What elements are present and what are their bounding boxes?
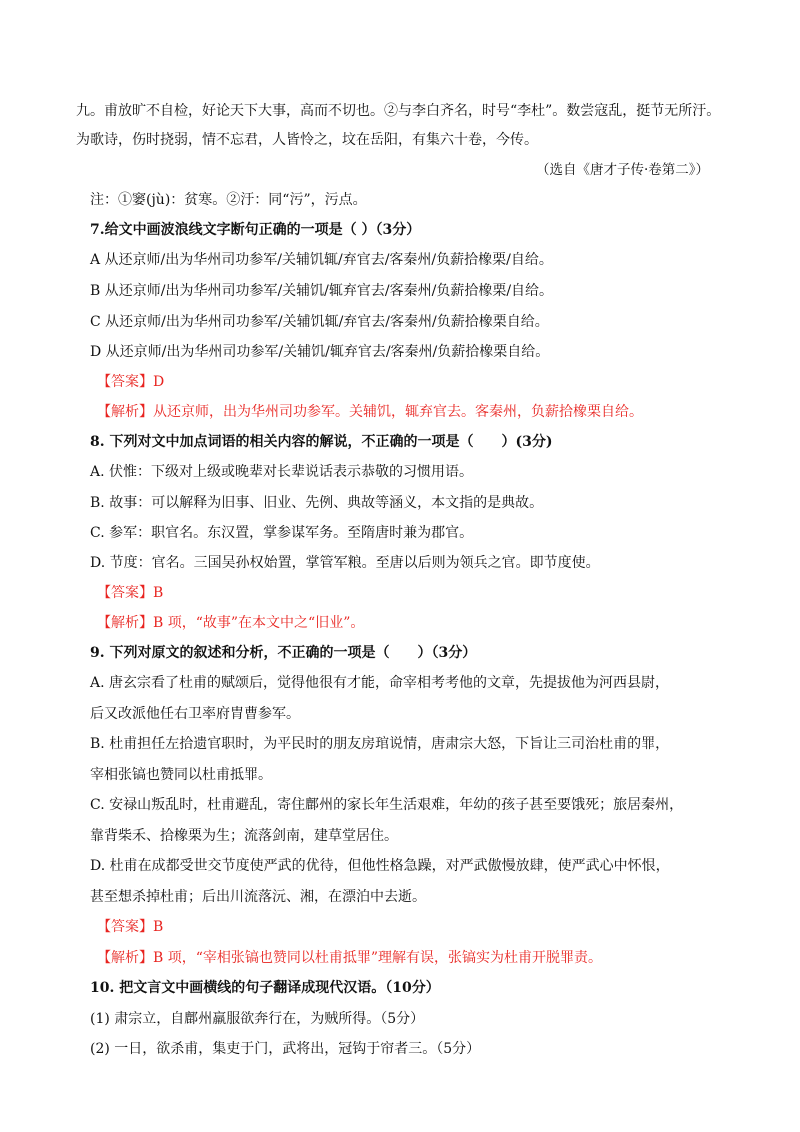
q9-line-5: C. 安禄山叛乱时，杜甫避乱，寄住鄜州的家长年生活艰难，年幼的孩子甚至要饿死；旅居秦州， <box>90 797 684 813</box>
q7-analysis: 【解析】从还京师，出为华州司功参军。关辅饥，辄弃官去。客秦州，负薪拾橡栗自给。 <box>97 404 643 420</box>
passage-source: （选自《唐才子传·卷第二》） <box>536 162 710 178</box>
passage-line-1: 九。甫放旷不自检，好论天下大事，高而不切也。②与李白齐名，时号“李杜”。数尝寇乱，挺节无所汙。 <box>76 103 721 119</box>
q9-answer: 【答案】B <box>97 919 164 935</box>
q8-option-d: D. 节度：官名。三国吴孙权始置，掌管军粮。至唐以后则为领兵之官。即节度使。 <box>90 555 600 571</box>
q8-option-c: C. 参军：职官名。东汉置，掌参谋军务。至隋唐时兼为郡官。 <box>90 525 474 541</box>
q8-stem: 8. 下列对文中加点词语的相关内容的解说，不正确的一项是（ ）(3分) <box>90 434 553 450</box>
q9-line-2: 后又改派他任右卫率府胄曹参军。 <box>90 706 300 722</box>
q10-item-1: (1) 肃宗立，自鄜州羸服欲奔行在，为贼所得。（5分） <box>90 1011 425 1027</box>
q9-line-8: 甚至想杀掉杜甫；后出川流落沅、湘，在漂泊中去逝。 <box>90 889 426 905</box>
q9-line-3: B. 杜甫担任左拾遗官职时，为平民时的朋友房琯说情，唐肃宗大怒，下旨让三司治杜甫的罪， <box>90 736 670 752</box>
q7-option-c: C 从还京师/出为华州司功参军/关辅饥辄/弃官去/客秦州/负薪拾橡栗自给。 <box>90 314 549 330</box>
q8-option-a: A. 伏惟：下级对上级或晚辈对长辈说话表示恭敬的习惯用语。 <box>90 464 474 480</box>
q9-analysis: 【解析】B 项，“宰相张镐也赞同以杜甫抵罪”理解有误，张镐实为杜甫开脱罪责。 <box>97 950 603 966</box>
q9-line-7: D. 杜甫在成都受世交节度使严武的优待，但他性格急躁，对严武傲慢放肆，使严武心中怀恨， <box>90 858 670 874</box>
q10-stem: 10. 把文言文中画横线的句子翻译成现代汉语。（10分） <box>90 980 440 996</box>
q9-line-1: A. 唐玄宗看了杜甫的赋颂后，觉得他很有才能，命宰相考考他的文章，先提拔他为河西县尉， <box>90 675 670 691</box>
passage-note: 注：①窭(jù)：贫寒。②汙：同“污”，污点。 <box>90 192 367 208</box>
q7-answer: 【答案】D <box>97 374 165 390</box>
q9-line-6: 靠背柴禾、拾橡栗为生；流落剑南，建草堂居住。 <box>90 828 398 844</box>
q8-analysis: 【解析】B 项，“故事”在本文中之“旧业”。 <box>97 615 365 631</box>
q7-option-a: A 从还京师/出为华州司功参军/关辅饥辄/弃官去/客秦州/负薪拾橡栗/自给。 <box>90 252 553 268</box>
q9-stem: 9. 下列对原文的叙述和分析，不正确的一项是（ ）（3分） <box>90 645 477 661</box>
q7-option-b: B 从还京师/出为华州司功参军/关辅饥/辄弃官去/客秦州/负薪拾橡栗/自给。 <box>90 283 554 299</box>
q10-item-2: (2) 一日，欲杀甫，集吏于门，武将出，冠钩于帘者三。（5分） <box>90 1041 481 1057</box>
q7-stem: 7.给文中画波浪线文字断句正确的一项是（ ）（3分） <box>90 222 421 238</box>
q8-answer: 【答案】B <box>97 585 164 601</box>
passage-line-2: 为歌诗，伤时挠弱，情不忘君，人皆怜之，坟在岳阳，有集六十卷，今传。 <box>76 132 538 148</box>
q9-line-4: 宰相张镐也赞同以杜甫抵罪。 <box>90 767 272 783</box>
q7-option-d: D 从还京师/出为华州司功参军/关辅饥/辄弃官去/客秦州/负薪拾橡栗自给。 <box>90 344 550 360</box>
q8-option-b: B. 故事：可以解释为旧事、旧业、先例、典故等涵义，本文指的是典故。 <box>90 495 544 511</box>
